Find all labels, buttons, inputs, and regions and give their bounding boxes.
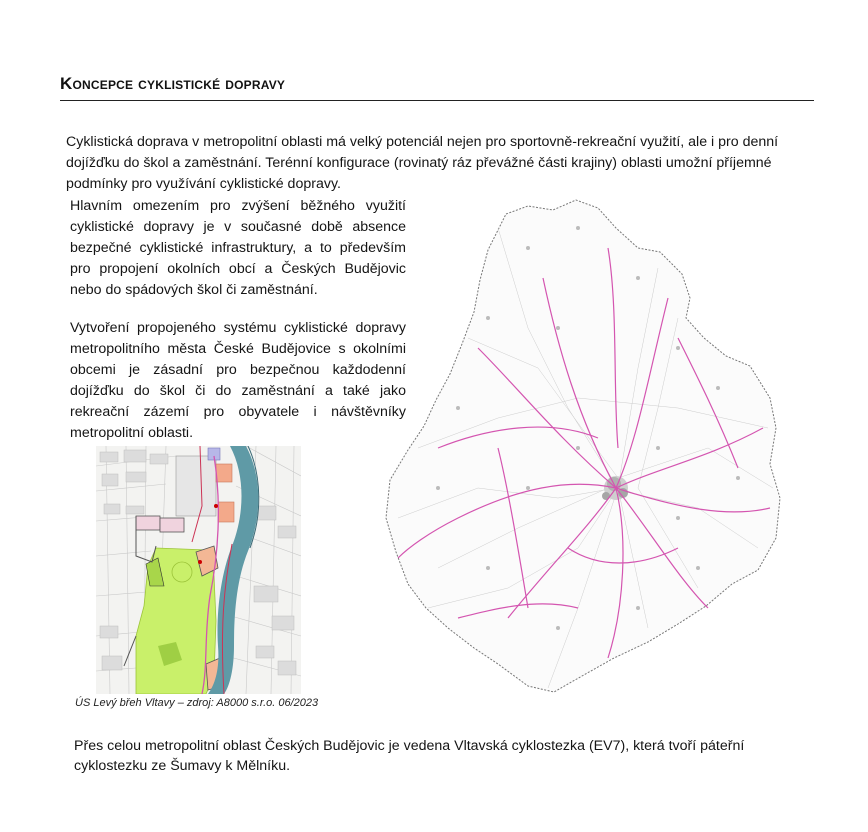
figure-caption: ÚS Levý břeh Vltavy – zdroj: A8000 s.r.o. 06/2023 <box>75 697 319 709</box>
section-title: Koncepce cyklistické dopravy <box>60 74 286 93</box>
left-bank-study-map-graphic <box>96 446 301 694</box>
paragraph-system: Vytvoření propojeného systému cyklistické dopravy metropolitního města České Budějovice s okolními obcemi je zásadní pro bezpečnou každodenní dojížďku do škol či do zaměstnání a také jako rekreační zázemí pro obyvatele i návštěvníky metropolitní oblasti. <box>70 320 406 441</box>
outro-paragraph: Přes celou metropolitní oblast Českých Budějovic je vedena Vltavská cyklostezka (EV7), která tvoří páteřní cyklostezku ze Šumavy k Mělníku. <box>74 738 745 774</box>
section-heading <box>60 70 814 101</box>
metropolitan-cycle-network-map <box>378 188 802 698</box>
metropolitan-area-boundary <box>386 200 780 692</box>
paragraph-infrastructure: Hlavním omezením pro zvýšení běžného využití cyklistické dopravy je v současné době absence bezpečné cyklistické infrastruktury, a to především pro propojení okolních obcí a Českých Budějovic nebo do spádových škol či zaměstnání. <box>70 198 406 298</box>
intro-paragraph: Cyklistická doprava v metropolitní oblasti má velký potenciál nejen pro sportovně-rekreační využití, ale i pro denní dojížďku do škol a zaměstnání. Terénní konfigurace (rovinatý ráz převážné části krajiny) oblasti umožní příjemné podmínky pro využívání cyklistické dopravy. <box>66 134 779 192</box>
left-bank-study-map <box>96 446 301 694</box>
